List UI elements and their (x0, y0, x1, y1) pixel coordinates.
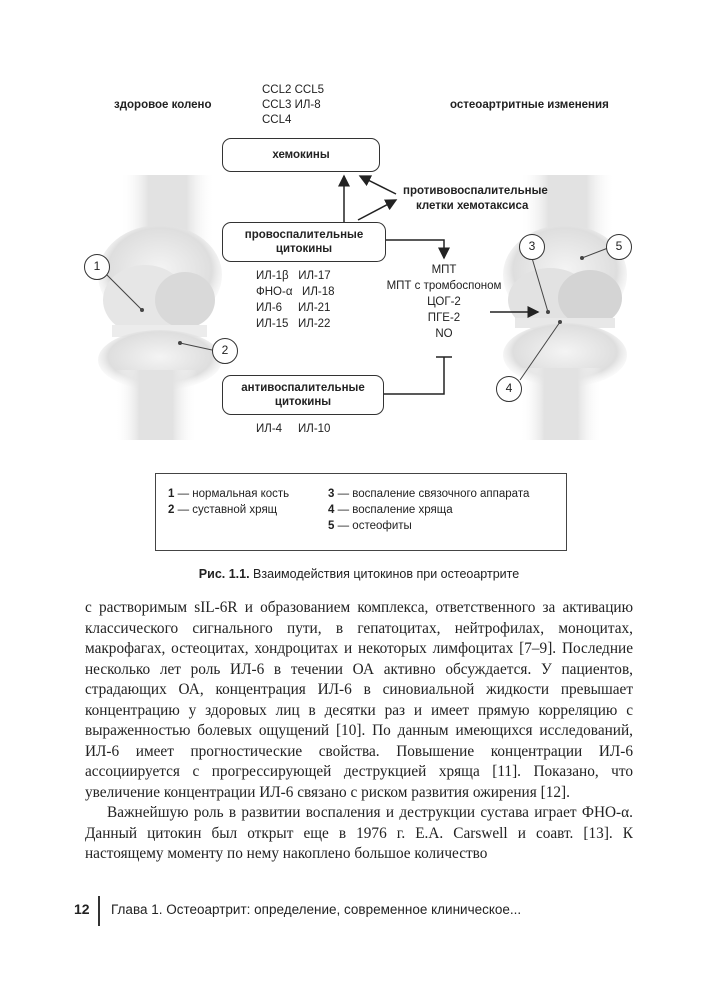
paragraph: с растворимым sIL-6R и образованием комплекса, ответственного за активацию классического сигнального пути, в гепатоцитах, нейтрофилах, моноцитах, макрофагах, остеоцитах, хондроцитах и некоторых лимфоцитах [7–9]. Последние несколько лет роль ИЛ-6 в течении ОА активно обсуждается. У пациентов, страдающих ОА, концентрация ИЛ-6 в синовиальной жидкости превышает концентрацию у здоровых лиц в десятки раз и имеет прямую корреляцию с выраженностью болевых ощущений [10]. По данным имеющихся исследований, ИЛ-6 имеет прогностические свойства. Повышение концентрации ИЛ-6 ассоциируется с прогрессирующей деструкцией хряща [11]. Показано, что увеличение концентрации ИЛ-6 связано с риском развития ожирения [12]. (85, 599, 633, 801)
proinflammatory-box-line: провоспалительные (244, 229, 364, 241)
proinflammatory-box (222, 222, 386, 262)
figure-legend (155, 473, 567, 551)
anti-inflammatory-box (222, 375, 384, 415)
legend-item (168, 487, 289, 501)
oa-knee-illustration (503, 175, 627, 440)
label-healthy-knee: здоровое колено (114, 99, 212, 111)
marker-1: 1 (84, 254, 110, 280)
legend-item (168, 503, 277, 517)
legend-text: — воспаление хряща (334, 504, 453, 516)
body-text (85, 598, 633, 865)
proinflammatory-list-line: ИЛ-6 ИЛ-21 (256, 302, 331, 314)
legend-text: — нормальная кость (174, 488, 290, 500)
proinflammatory-list-line: ИЛ-1β ИЛ-17 (256, 270, 331, 282)
mediator-item: МПТ с тромбоспоном (386, 280, 502, 292)
legend-num: 1 (168, 488, 175, 500)
legend-num: 5 (328, 520, 335, 532)
chemokines-box-label: хемокины (272, 149, 330, 161)
legend-text: — суставной хрящ (174, 504, 278, 516)
caption-text: Взаимодействия цитокинов при остеоартрите (249, 567, 520, 581)
caption-label: Рис. 1.1. (198, 567, 250, 581)
legend-item (328, 487, 529, 501)
anti-inflammatory-box-line: цитокины (274, 396, 332, 408)
anti-cells-label-line: клетки хемотаксиса (416, 200, 529, 212)
anti-inflammatory-box-line: антивоспалительные (241, 382, 365, 394)
proinflammatory-box-line: цитокины (275, 243, 333, 255)
legend-num: 3 (328, 488, 335, 500)
proinflammatory-list-line: ФНО-α ИЛ-18 (256, 286, 335, 298)
footer-divider (98, 896, 100, 926)
paragraph: Важнейшую роль в развитии воспаления и деструкции сустава играет ФНО-α. Данный цитокин был открыт еще в 1976 г. E.A. Carswell и соавт. [13]. К настоящему моменту по нему накоплено большое количество (85, 804, 633, 862)
mediator-item: ЦОГ-2 (427, 296, 461, 308)
proinflammatory-list-line: ИЛ-15 ИЛ-22 (256, 318, 331, 330)
legend-text: — воспаление связочного аппарата (334, 488, 530, 500)
mediator-item: NO (435, 328, 453, 340)
mediator-item: ПГЕ-2 (427, 312, 461, 324)
anti-cells-label-line: противовоспалительные (403, 185, 548, 197)
marker-2: 2 (212, 338, 238, 364)
chemokine-list-line: CCL2 CCL5 (262, 84, 324, 96)
healthy-knee-illustration (98, 175, 222, 440)
marker-3: 3 (519, 234, 545, 260)
legend-item (328, 503, 453, 517)
anti-inflammatory-list: ИЛ-4 ИЛ-10 (256, 423, 331, 435)
legend-text: — остеофиты (334, 520, 412, 532)
chemokine-list-line: CCL3 ИЛ-8 (262, 99, 321, 111)
legend-num: 2 (168, 504, 175, 516)
running-footer-chapter: Глава 1. Остеоартрит: определение, современное клиническое... (111, 902, 522, 917)
legend-num: 4 (328, 504, 335, 516)
mediator-item: МПТ (431, 264, 457, 276)
figure-caption (0, 567, 718, 581)
chemokine-list-line: CCL4 (262, 114, 292, 126)
marker-5: 5 (606, 234, 632, 260)
marker-4: 4 (496, 376, 522, 402)
label-oa-changes: остеоартритные изменения (450, 99, 609, 111)
legend-item (328, 519, 412, 533)
page-number: 12 (74, 901, 90, 917)
chemokines-box (222, 138, 380, 172)
